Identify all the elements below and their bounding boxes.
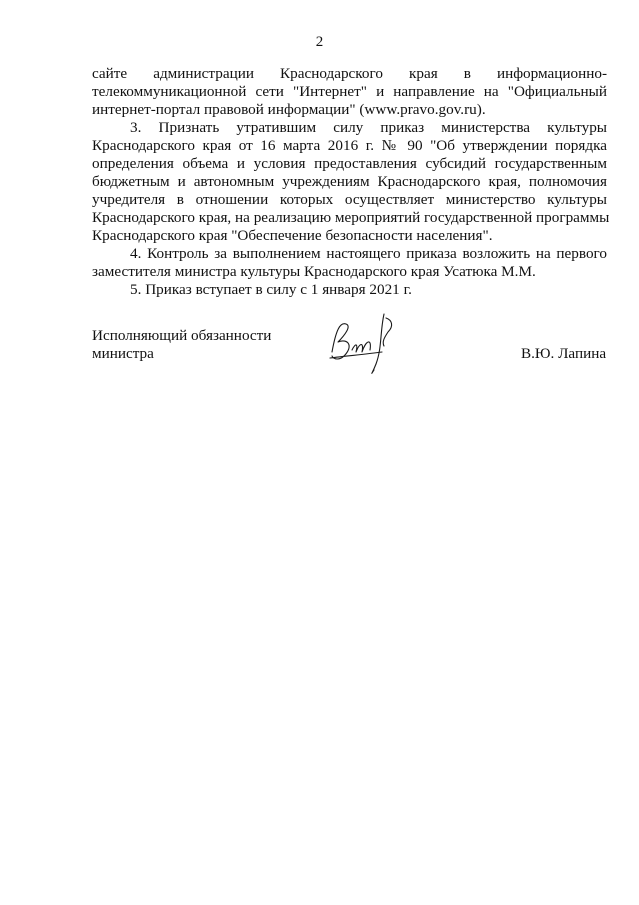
body-line: 5. Приказ вступает в силу с 1 января 2021 г. xyxy=(130,281,412,298)
body-line: 4. Контроль за выполнением настоящего приказа возложить на первого xyxy=(130,245,607,262)
body-line: определения объема и условия предоставления субсидий государственным xyxy=(92,155,607,172)
body-line: учредителя в отношении которых осуществляет министерство культуры xyxy=(92,191,607,208)
signatory-name: В.Ю. Лапина xyxy=(521,345,607,362)
body-line: интернет-портал правовой информации" (www.pravo.gov.ru). xyxy=(92,101,486,118)
body-line: сайте администрации Краснодарского края в информационно- xyxy=(92,65,607,82)
handwritten-signature xyxy=(322,312,406,378)
body-line: Краснодарского края "Обеспечение безопасности населения". xyxy=(92,227,493,244)
signatory-position-line2: министра xyxy=(92,345,154,362)
body-line: телекоммуникационной сети "Интернет" и направление на "Официальный xyxy=(92,83,607,100)
page-number: 2 xyxy=(315,34,324,50)
body-line: 3. Признать утратившим силу приказ министерства культуры xyxy=(130,119,607,136)
body-line: бюджетным и автономным учреждениям Краснодарского края, полномочия xyxy=(92,173,607,190)
body-line: Краснодарского края, на реализацию мероприятий государственной программы xyxy=(92,209,610,226)
signatory-position: Исполняющий обязанности xyxy=(92,327,272,344)
body-line: заместителя министра культуры Краснодарского края Усатюка М.М. xyxy=(92,263,536,280)
body-line: Краснодарского края от 16 марта 2016 г. № 90 "Об утверждении порядка xyxy=(92,137,607,154)
